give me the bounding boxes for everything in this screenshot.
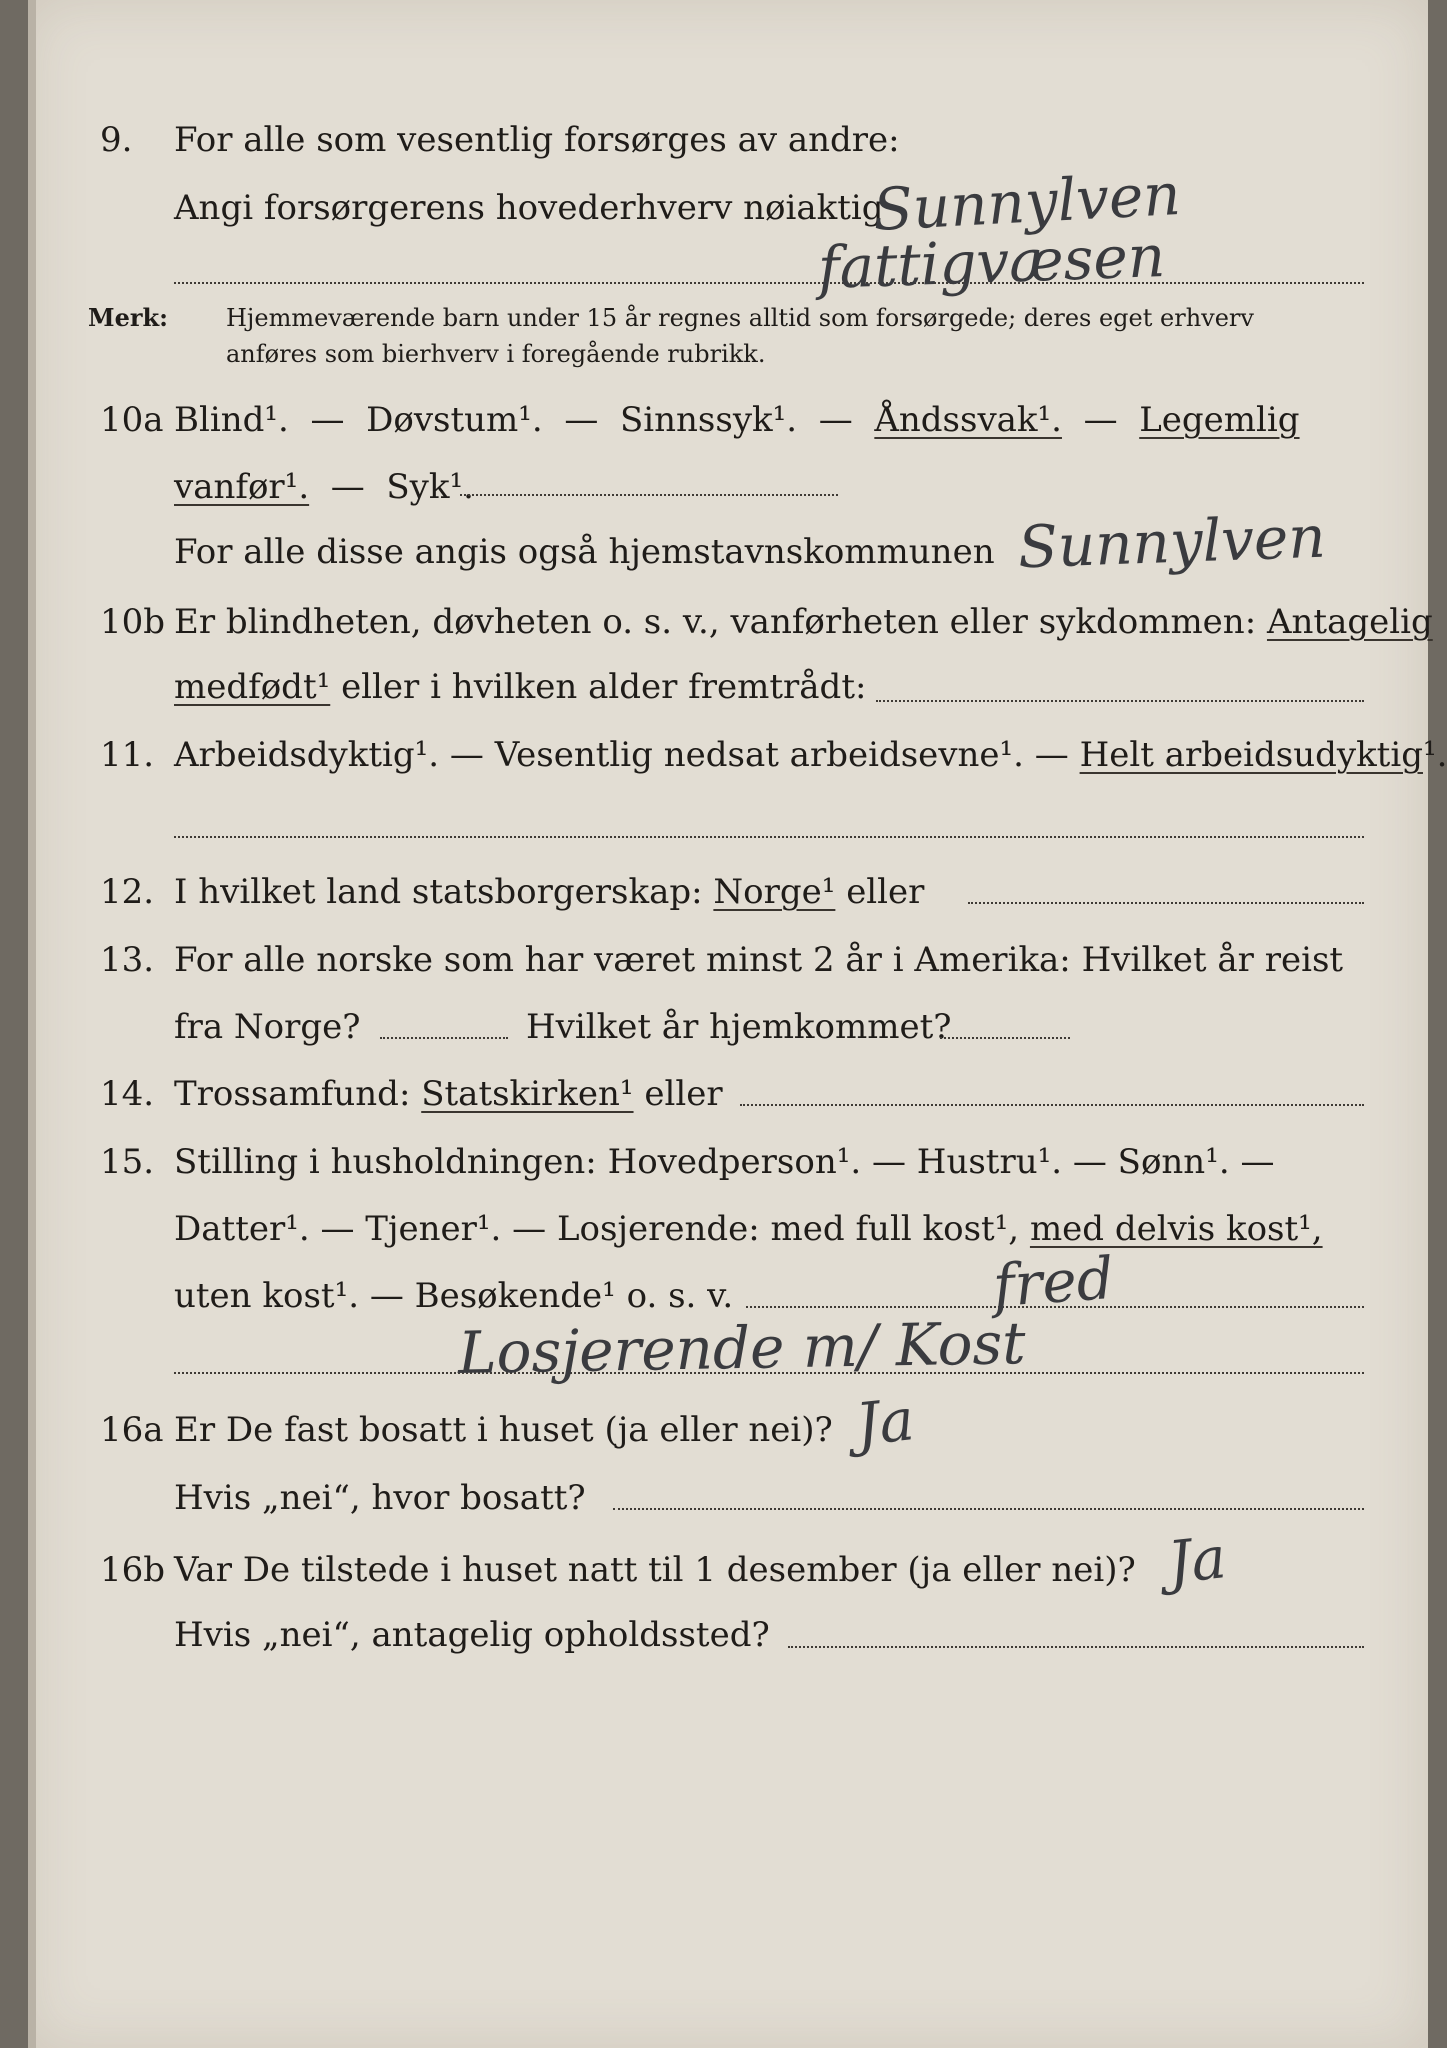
q9-answer-2[interactable]: fattigvæsen: [816, 221, 1167, 303]
q16b-answer[interactable]: Ja: [1164, 1523, 1230, 1597]
q10b-answer-line: [876, 700, 1364, 702]
merk-note: [88, 300, 1388, 372]
option-dovstum[interactable]: Døvstum¹.: [366, 400, 543, 440]
q14-number: 14.: [100, 1074, 155, 1114]
q16b-opholdssted-question: Hvis „nei“, antagelig opholdssted?: [174, 1615, 770, 1655]
q15-answer-2[interactable]: Losjerende m/ Kost: [457, 1309, 1027, 1387]
option-medfodt[interactable]: medfødt¹: [174, 667, 331, 707]
option-blind[interactable]: Blind¹.: [174, 400, 289, 440]
q9-question-2: Angi forsørgerens hovederhverv nøiaktig: [174, 188, 884, 228]
q16a-row-1: [28, 1400, 1428, 1460]
q13-number: 13.: [100, 940, 155, 980]
q15-line-2a: Datter¹. — Tjener¹. — Losjerende: med full kost¹,: [174, 1209, 1020, 1249]
q16b-question: Var De tilstede i huset natt til 1 desember (ja eller nei)?: [174, 1550, 1136, 1590]
q13-row-1: [28, 930, 1428, 990]
q16a-answer-line: [613, 1508, 1364, 1510]
q16b-answer-line: [788, 1646, 1364, 1648]
option-syk[interactable]: Syk¹.: [386, 467, 474, 507]
q10a-row-1: [28, 390, 1428, 450]
q11-superscript: ¹.: [1422, 735, 1447, 775]
q13-hjemkommet-line[interactable]: [940, 1037, 1070, 1039]
q9-answer-1[interactable]: Sunnylven: [871, 159, 1183, 245]
dash: —: [1083, 400, 1118, 440]
dash: —: [564, 400, 599, 440]
q13-hjemkommet-label: Hvilket år hjemkommet?: [526, 1007, 952, 1047]
q12-row: [28, 862, 1428, 922]
merk-text-2: anføres som bierhverv i foregående rubrikk.: [226, 340, 766, 368]
q10b-line-1: [174, 592, 1433, 652]
census-form-page: [28, 0, 1447, 2048]
q15-line-3: uten kost¹. — Besøkende¹ o. s. v.: [174, 1276, 734, 1316]
q15-number: 15.: [100, 1142, 155, 1182]
q16b-row-2: [28, 1605, 1428, 1665]
q13-question: For alle norske som har været minst 2 år i Amerika: Hvilket år reist: [174, 940, 1344, 980]
q12-number: 12.: [100, 872, 155, 912]
q16a-row-2: [28, 1468, 1428, 1528]
dash: —: [310, 400, 345, 440]
q15-line-2: [174, 1199, 1323, 1259]
q9-question: For alle som vesentlig forsørges av andre:: [174, 120, 900, 160]
q16a-bosatt-question: Hvis „nei“, hvor bosatt?: [174, 1478, 586, 1518]
q10b-question: Er blindheten, døvheten o. s. v., vanførheten eller sykdommen:: [174, 602, 1257, 642]
q12-line: [174, 862, 924, 922]
q9-row-1: [28, 110, 1428, 170]
option-statskirken[interactable]: Statskirken¹: [421, 1074, 634, 1114]
q10b-line-2: [174, 657, 866, 717]
merk-text-1: Hjemmeværende barn under 15 år regnes alltid som forsørgede; deres eget erhverv: [226, 304, 1254, 332]
option-helt-arbeidsudyktig[interactable]: Helt arbeidsudyktig: [1079, 735, 1423, 775]
dash: —: [330, 467, 365, 507]
dash: —: [818, 400, 853, 440]
q14-eller: eller: [644, 1074, 723, 1114]
q12-answer-line: [968, 902, 1364, 904]
q14-question: Trossamfund:: [174, 1074, 411, 1114]
q13-row-2: [28, 997, 1428, 1057]
q15-line-1: Stilling i husholdningen: Hovedperson¹. — Hustru¹. — Sønn¹. —: [174, 1142, 1275, 1182]
q9-answer-line: [174, 282, 1364, 284]
q10a-hjemstavn-question: For alle disse angis også hjemstavnskommunen: [174, 532, 995, 572]
q10a-syk-line: [460, 494, 838, 496]
q11-row: [28, 725, 1447, 785]
option-sinnssyk[interactable]: Sinnssyk¹.: [619, 400, 798, 440]
q10b-number: 10b: [100, 602, 166, 642]
q15-row-1: [28, 1132, 1428, 1192]
option-med-delvis-kost[interactable]: med delvis kost¹,: [1029, 1209, 1323, 1249]
q12-question: I hvilket land statsborgerskap:: [174, 872, 703, 912]
option-vanfor[interactable]: vanfør¹.: [174, 467, 310, 507]
q12-eller: eller: [846, 872, 925, 912]
q10b-question-2: eller i hvilken alder fremtrådt:: [341, 667, 867, 707]
q10a-line-2: [174, 457, 474, 517]
q9-row-2: [28, 178, 1428, 238]
option-andssvak[interactable]: Åndssvak¹.: [874, 400, 1062, 440]
q14-row: [28, 1064, 1428, 1124]
q11-number: 11.: [100, 735, 155, 775]
option-legemlig[interactable]: Legemlig: [1139, 400, 1300, 440]
q11-options: Arbeidsdyktig¹. — Vesentlig nedsat arbeidsevne¹. —: [174, 735, 1069, 775]
q15-answer-1[interactable]: fred: [990, 1243, 1116, 1321]
q14-line: [174, 1064, 723, 1124]
q9-number: 9.: [100, 120, 133, 160]
q10a-line-1: [174, 390, 1300, 450]
q16a-answer[interactable]: Ja: [852, 1385, 918, 1459]
q10a-number: 10a: [100, 400, 164, 440]
q10a-answer[interactable]: Sunnylven: [1016, 502, 1327, 582]
q16a-number: 16a: [100, 1410, 164, 1450]
q16b-number: 16b: [100, 1550, 166, 1590]
option-norge[interactable]: Norge¹: [713, 872, 836, 912]
q13-reist-line[interactable]: [380, 1037, 508, 1039]
q16a-question: Er De fast bosatt i huset (ja eller nei)?: [174, 1410, 833, 1450]
q14-answer-line: [740, 1104, 1364, 1106]
q15-row-2: [28, 1199, 1428, 1259]
q10b-row-2: [28, 657, 1428, 717]
q10b-row-1: [28, 592, 1433, 652]
option-antagelig[interactable]: Antagelig: [1266, 602, 1433, 642]
merk-label: Merk:: [88, 303, 168, 332]
q11-answer-line: [174, 836, 1364, 838]
q11-line: [174, 725, 1447, 785]
q13-reist-label: fra Norge?: [174, 1007, 361, 1047]
